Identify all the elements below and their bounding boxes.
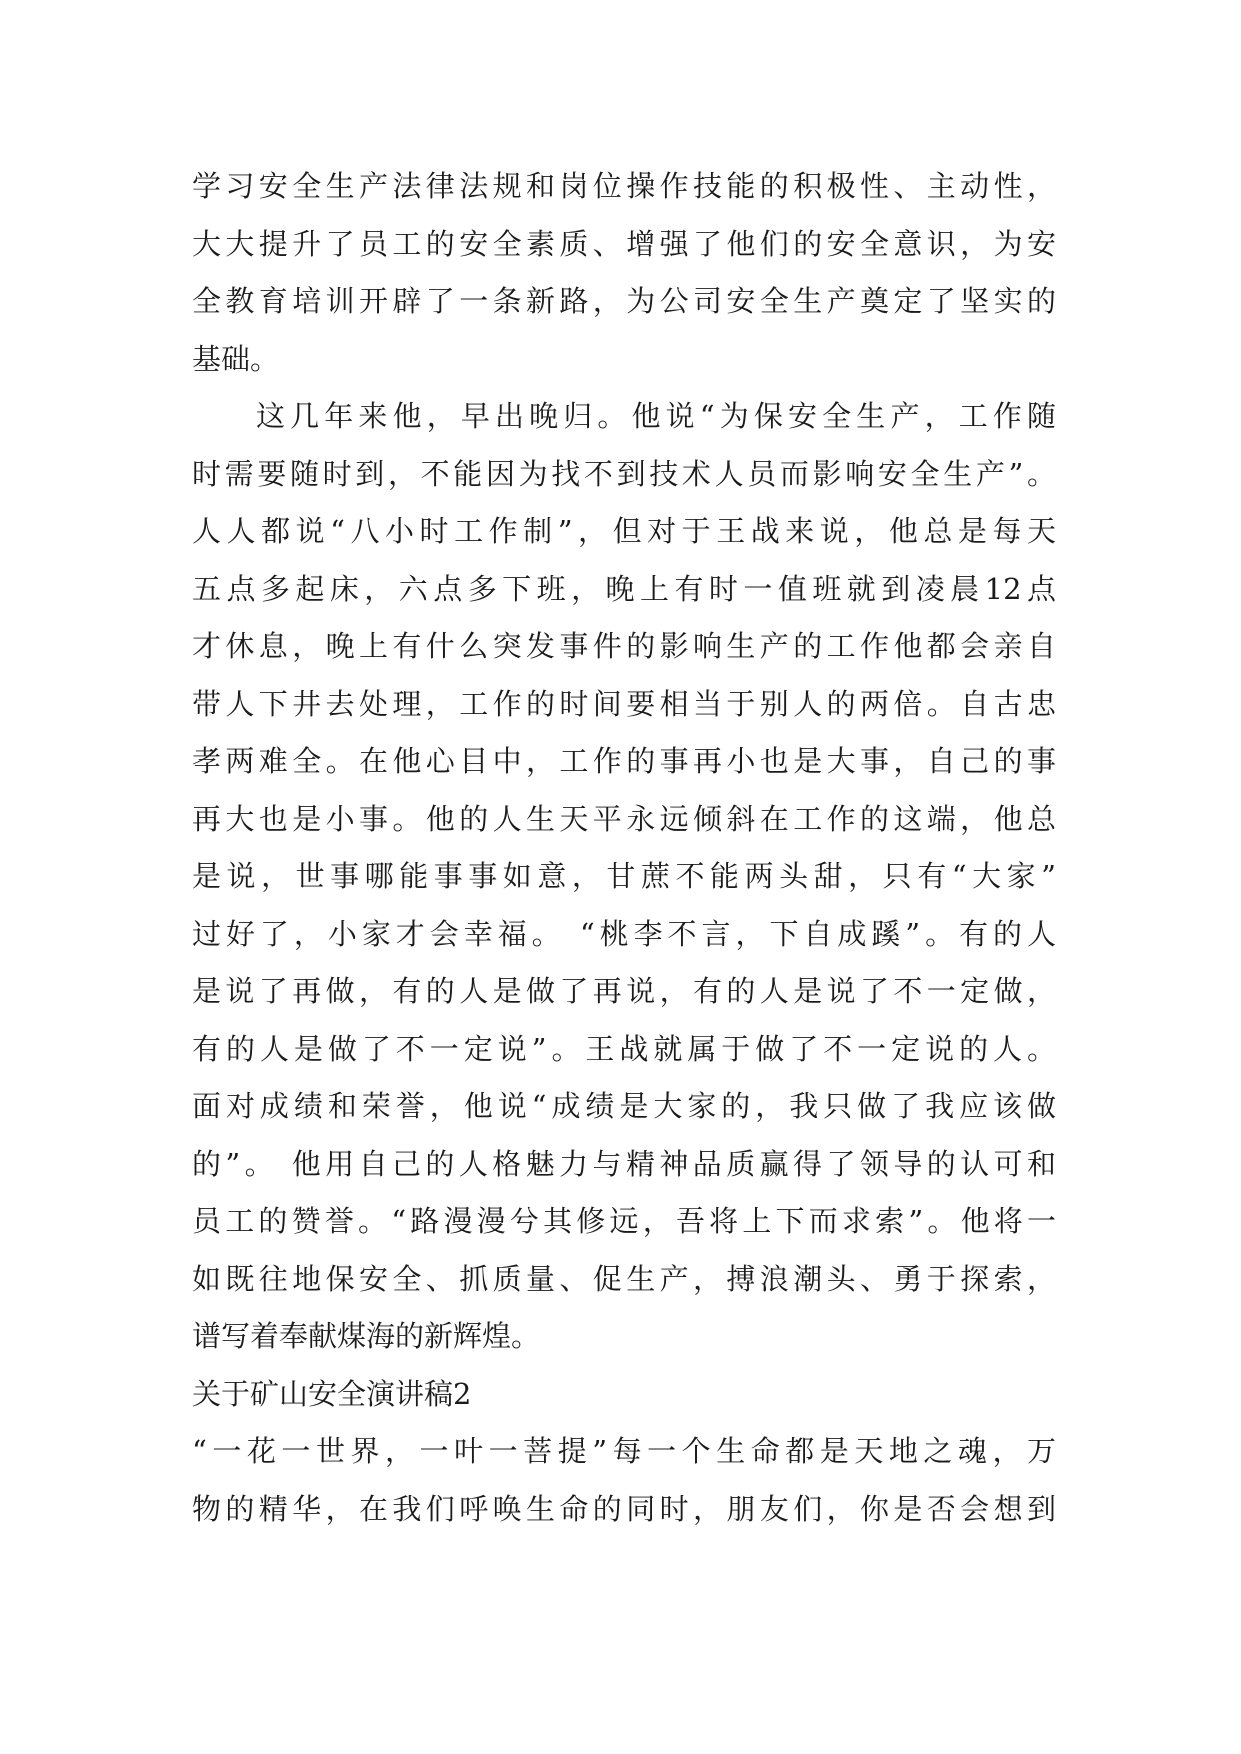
- paragraph-line: 带人下井去处理，工作的时间要相当于别人的两倍。自古忠: [192, 686, 1056, 721]
- paragraph-line: 员工的赞誉。“路漫漫兮其修远，吾将上下而求索”。他将一: [192, 1204, 1056, 1238]
- paragraph-line: 如既往地保安全、抓质量、促生产，搏浪潮头、勇于探索，: [192, 1261, 1056, 1296]
- paragraph-line: 人人都说“八小时工作制”，但对于王战来说，他总是每天: [192, 514, 1056, 548]
- paragraph-line: 时需要随时到，不能因为找不到技术人员而影响安全生产”。: [192, 456, 1056, 491]
- paragraph-line: “一花一世界，一叶一菩提”每一个生命都是天地之魂，万: [192, 1434, 1056, 1468]
- paragraph-line: 物的精华，在我们呼唤生命的同时，朋友们，你是否会想到: [192, 1491, 1056, 1526]
- paragraph-line: 基础。: [192, 341, 280, 376]
- section-heading: 关于矿山安全演讲稿2: [192, 1376, 472, 1411]
- paragraph-line: 是说，世事哪能事事如意，甘蔗不能两头甜，只有“大家”: [192, 859, 1056, 893]
- document-body: [192, 158, 1056, 1538]
- paragraph-line: 学习安全生产法律法规和岗位操作技能的积极性、主动性，: [192, 169, 1056, 203]
- paragraph-line: 孝两难全。在他心目中，工作的事再小也是大事，自己的事: [192, 744, 1056, 778]
- paragraph-line: 大大提升了员工的安全素质、增强了他们的安全意识，为安: [192, 226, 1056, 261]
- paragraph-line: 这几年来他，早出晚归。他说“为保安全生产，工作随: [256, 399, 1056, 433]
- paragraph-line: 有的人是做了不一定说”。王战就属于做了不一定说的人。: [192, 1031, 1056, 1066]
- paragraph-line: 过好了，小家才会幸福。 “桃李不言，下自成蹊”。有的人: [192, 916, 1056, 951]
- paragraph-line: 面对成绩和荣誉，他说“成绩是大家的，我只做了我应该做: [192, 1089, 1056, 1123]
- paragraph-3: [192, 1423, 1056, 1538]
- paragraph-line: 谱写着奉献煤海的新辉煌。: [192, 1319, 541, 1353]
- paragraph-1: [192, 158, 1056, 388]
- paragraph-line: 五点多起床，六点多下班，晚上有时一值班就到凌晨12点: [192, 571, 1056, 606]
- paragraph-line: 再大也是小事。他的人生天平永远倾斜在工作的这端，他总: [192, 801, 1056, 836]
- paragraph-line: 才休息，晚上有什么突发事件的影响生产的工作他都会亲自: [192, 629, 1056, 663]
- paragraph-line: 全教育培训开辟了一条新路，为公司安全生产奠定了坚实的: [192, 284, 1056, 318]
- paragraph-line: 是说了再做，有的人是做了再说，有的人是说了不一定做，: [192, 974, 1056, 1008]
- paragraph-2: [192, 388, 1056, 1366]
- paragraph-line: 的”。 他用自己的人格魅力与精神品质赢得了领导的认可和: [192, 1146, 1056, 1181]
